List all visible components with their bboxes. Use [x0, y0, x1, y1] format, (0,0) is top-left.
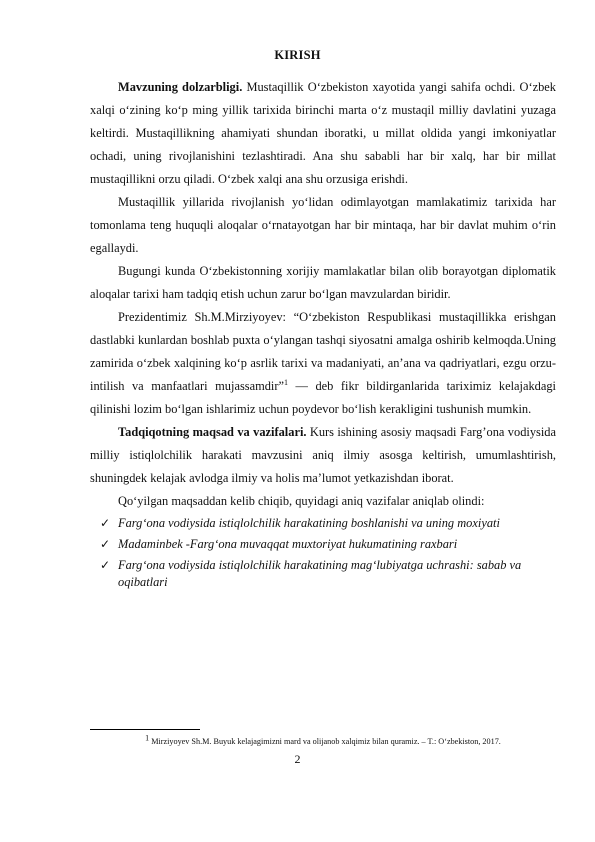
paragraph-lead: Tadqiqotning maqsad va vazifalari.	[118, 425, 307, 439]
check-mark-icon: ✓	[100, 516, 111, 530]
page-title: KIRISH	[274, 48, 321, 62]
footnote-reference[interactable]: 1	[284, 377, 288, 387]
paragraph-relevance	[90, 76, 556, 191]
footnote-divider	[90, 729, 200, 730]
document-body	[90, 76, 556, 595]
footnote-mark: 1	[145, 733, 150, 743]
quote-tail: — deb fikr bildirganlarida tariximiz kelajakdagi qilinishi lozim bo‘lgan ishlarimiz uchun poydevor bo‘lish kerakligini tushunish mumkin.	[90, 379, 556, 416]
list-item	[90, 557, 556, 591]
list-item	[90, 536, 556, 553]
paragraph-president-quote	[90, 306, 556, 421]
quote-text: Prezidentimiz Sh.M.Mirziyoyev: “O‘zbekiston Respublikasi mustaqillikka erishgan dastlabki kunlardan boshlab puxta o‘ylangan tashqi siyosatni amalga oshirib kelmoqda.Uning zamirida o‘zbek xalqining ko‘p asrlik tarixi va madaniyati, an’ana va qadriyatlari, ezgu orzu-intilish va manfaatlari mujassamdir”	[90, 310, 556, 393]
task-text: Farg‘ona vodiysida istiqlolchilik harakatining boshlanishi va uning moxiyati	[118, 516, 500, 530]
task-text: Madaminbek -Farg‘ona muvaqqat muxtoriyat hukumatining raxbari	[118, 537, 458, 551]
paragraph-diplomatic-relations: Bugungi kunda O‘zbekistonning xorijiy mamlakatlar bilan olib borayotgan diplomatik aloqalar tarixi ham tadqiq etish uchun zarur bo‘lgan mavzulardan biridir.	[90, 264, 556, 301]
check-mark-icon: ✓	[100, 537, 111, 551]
footnote	[90, 733, 556, 746]
list-item	[90, 515, 556, 532]
paragraph-text: Kurs ishining asosiy maqsadi Farg’ona vodiysida milliy istiqlolchilik harakati mavzusini aniq ilmiy asosga keltirish, umumlashtirish, shuningdek kelajak avlodga ilmiy va holis ma’lumot yetkazishdan iborat.	[90, 425, 556, 485]
task-text: Farg‘ona vodiysida istiqlolchilik harakatining mag‘lubiyatga uchrashi: sabab va oqibatlari	[118, 558, 522, 589]
task-list	[90, 515, 556, 591]
page-number: 2	[294, 752, 301, 766]
paragraph-text: Mustaqillik O‘zbekiston xayotida yangi sahifa ochdi. O‘zbek xalqi o‘zining ko‘p ming yillik tarixida birinchi marta o‘z mustaqil milliy davlatini yuzaga keltirdi. Mustaqillikning ahamiyati shundan iboratki, u millat oldida yangi imkoniyatlar ochadi, uning rivojlanishini tezlashtiradi. Ana shu sababli har bir xalq, har bir millat mustaqillikni orzu qiladi. O‘zbek xalqi ana shu orzusiga erishdi.	[90, 80, 556, 186]
paragraph-goals	[90, 421, 556, 490]
paragraph-independence-years: Mustaqillik yillarida rivojlanish yo‘lidan odimlayotgan mamlakatimiz tarixida har tomonlama teng huquqli aloqalar o‘rnatayotgan har bir mintaqa, har bir davlat muhim o‘rin egallaydi.	[90, 195, 556, 255]
footnote-text: Mirziyoyev Sh.M. Buyuk kelajagimizni mard va olijanob xalqimiz bilan quramiz. – T.: O‘zbekiston, 2017.	[149, 737, 501, 746]
paragraph-lead: Mavzuning dolzarbligi.	[118, 80, 243, 94]
paragraph-tasks-intro: Qo‘yilgan maqsaddan kelib chiqib, quyidagi aniq vazifalar aniqlab olindi:	[118, 494, 485, 508]
check-mark-icon: ✓	[100, 558, 111, 572]
